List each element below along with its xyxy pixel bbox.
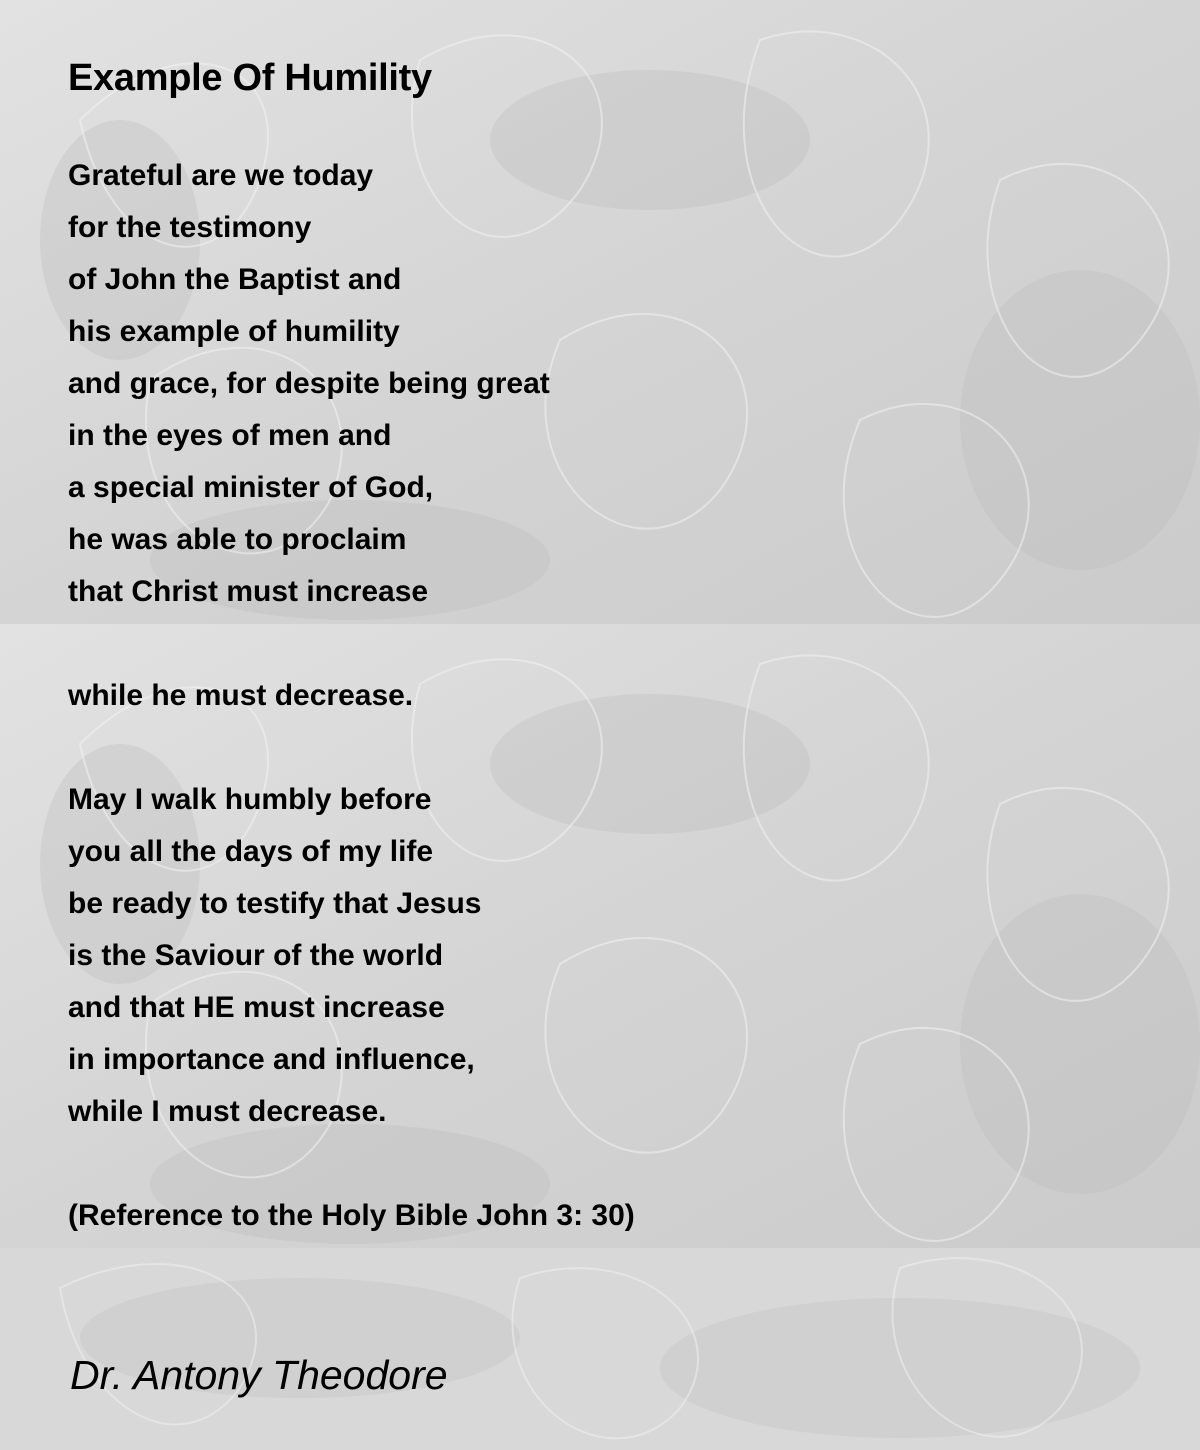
poem-line: while I must decrease. xyxy=(68,1095,387,1128)
poem-line: May I walk humbly before xyxy=(68,783,432,816)
poem-line: and grace, for despite being great xyxy=(68,367,550,400)
poem-line: he was able to proclaim xyxy=(68,523,407,556)
poem-author: Dr. Antony Theodore xyxy=(70,1352,448,1398)
poem-title: Example Of Humility xyxy=(68,57,432,99)
poem-stanza xyxy=(68,670,413,722)
poem-line: be ready to testify that Jesus xyxy=(68,887,482,920)
poem-line: and that HE must increase xyxy=(68,991,445,1024)
poem-line: his example of humility xyxy=(68,315,400,348)
bible-reference: (Reference to the Holy Bible John 3: 30) xyxy=(68,1199,635,1232)
background-texture-bottom xyxy=(0,1248,1200,1450)
poem-line: Grateful are we today xyxy=(68,159,374,192)
poem-line: you all the days of my life xyxy=(68,835,434,868)
poem-line: in importance and influence, xyxy=(68,1043,475,1076)
poem-stanza xyxy=(68,774,481,1138)
poem-line: in the eyes of men and xyxy=(68,419,392,452)
poem-line: that Christ must increase xyxy=(68,575,429,608)
poem-stanza xyxy=(68,150,550,618)
poem-line: of John the Baptist and xyxy=(68,263,402,296)
poem-line: a special minister of God, xyxy=(68,471,434,504)
poem-line: while he must decrease. xyxy=(68,679,414,712)
poem-line: is the Saviour of the world xyxy=(68,939,444,972)
poem-line: for the testimony xyxy=(68,211,312,244)
